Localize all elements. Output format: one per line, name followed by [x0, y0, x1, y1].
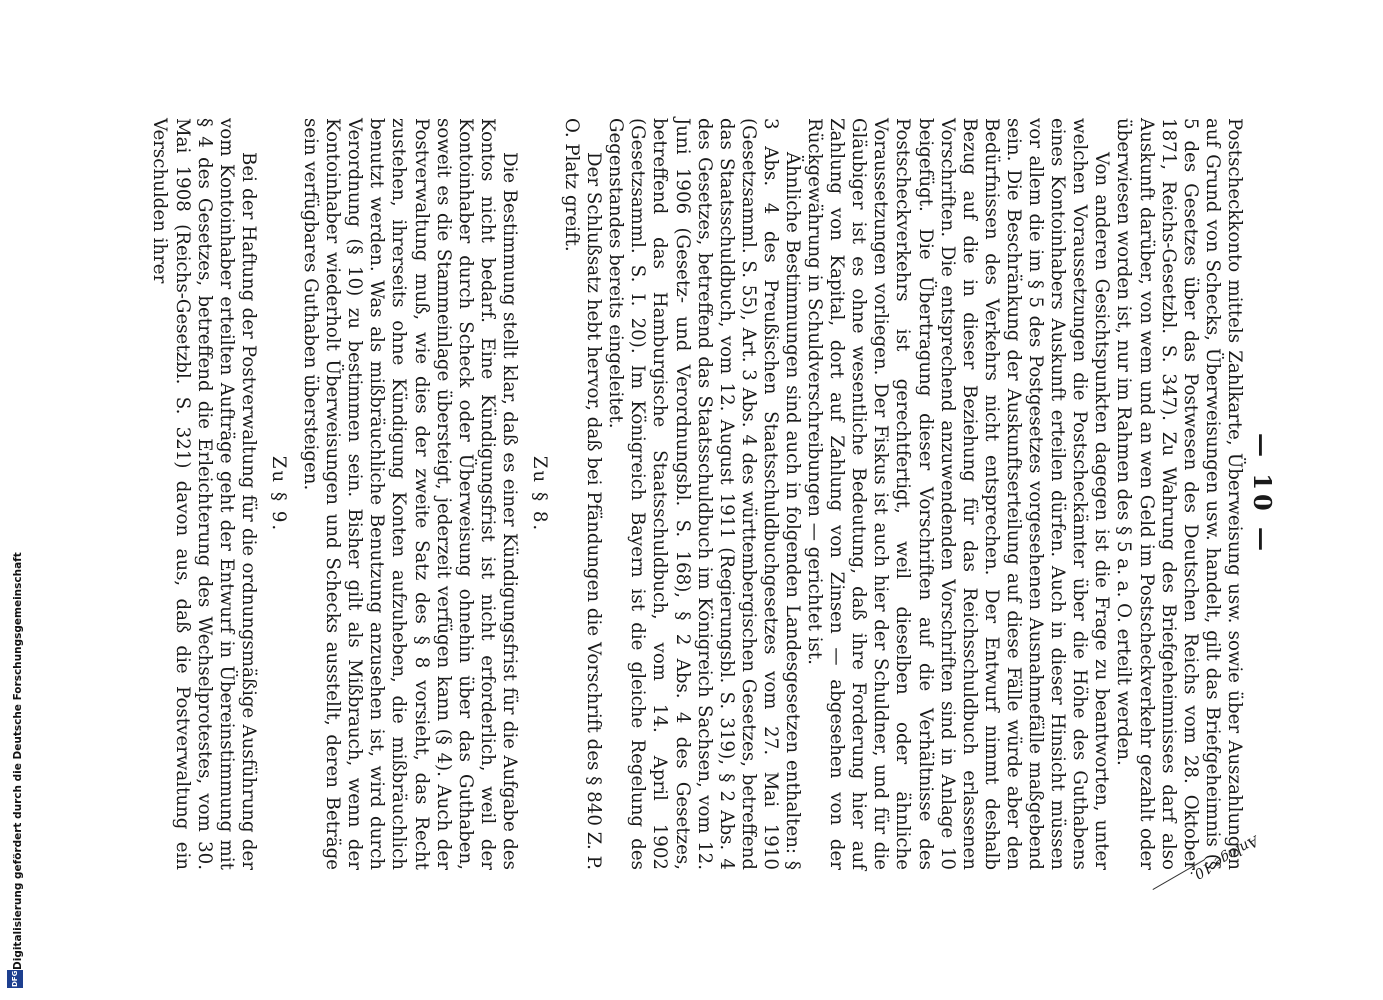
section-heading-9: Zu § 9.	[267, 455, 289, 533]
paragraph-section-9: Bei der Haftung der Postverwaltung für die ordnungsmäßige Ausführung der vom Kontoinhaber erteilten Aufträge geht der Entwurf in Übereinstimmung mit § 4 des Gesetzes, betreffend die Erleichterung des Wechselprotestes, vom 30. Mai 1908 (Reichs-Gesetzbl. S. 321) davon aus, daß die Postverwaltung ein Verschulden ihrer	[149, 118, 259, 870]
digitization-credit	[6, 552, 24, 992]
dfg-logo-icon: DFG	[7, 970, 23, 988]
paragraph: Ähnliche Bestimmungen sind auch in folgenden Landesgesetzen enthalten: § 3 Abs. 4 des Preußischen Staatsschuldbuchgesetzes vom 27. Mai 1910 (Gesetzsamml. S. 55), Art. 3 Abs. 4 des württembergischen Gesetzes, betreffend das Staatsschuldbuch, vom 12. August 1911 (Regierungsbl. S. 319), § 2 Abs. 4 des Gesetzes, betreffend das Staatsschuldbuch im Königreich Sachsen, vom 12. Juni 1906 (Gesetz- und Verordnungsbl. S. 168), § 2 Abs. 4 des Gesetzes, betreffend das Hamburgische Staatsschuldbuch, vom 14. April 1902 (Gesetzsamml. S. I. 20). Im Königreich Bayern ist die gleiche Regelung des Gegenstandes bereits eingeleitet.	[605, 118, 804, 870]
paragraph: Der Schlußsatz hebt hervor, daß bei Pfändungen die Vorschrift des § 840 Z. P. O. Platz greift.	[561, 118, 605, 870]
document-body	[148, 118, 1277, 870]
page-number: — 10 —	[1248, 432, 1277, 556]
paragraph: Von anderen Gesichtspunkten dagegen ist die Frage zu beantworten, unter welchen Voraussetzungen die Postscheckämter über die Höhe des Guthabens eines Kontoinhabers Auskunft erteilen dürfen. Auch in dieser Hinsicht müssen vor allem die im § 5 des Postgesetzes vorgesehenen Ausnahmefälle maßgebend sein. Die Beschränkung der Auskunftserteilung auf diese Fälle würde aber den Bedürfnissen des Verkehrs nicht entsprechen. Der Entwurf nimmt deshalb Bezug auf die in dieser Beziehung für das Reichsschuldbuch erlassenen Vorschriften. Die entsprechend anzuwendenden Vorschriften sind in Anlage 10 beigefügt. Die Übertragung dieser Vorschriften auf die Verhältnisse des Postscheckverkehrs ist gerechtfertigt, weil dieselben oder ähnliche Voraussetzungen vorliegen. Der Fiskus ist auch hier der Schuldner, und für die Gläubiger ist es ohne wesentliche Bedeutung, daß ihre Forderung hier auf Zahlung von Kapital, dort auf Zahlung von Zinsen — abgesehen von der Rückgewährung in Schuldverschreibungen — gerichtet ist.	[804, 118, 1113, 870]
paragraph-section-8: Die Bestimmung stellt klar, daß es einer Kündigungsfrist für die Aufgabe des Kontos nicht bedarf. Eine Kündigungsfrist ist nicht erforderlich, weil der Kontoinhaber durch Scheck oder Überweisung ohnehin über das Guthaben, soweit es die Stammeinlage übersteigt, jederzeit verfügen kann (§ 4). Auch der Postverwaltung muß, wie dies der zweite Satz des § 8 vorsieht, das Recht zustehen, ihrerseits ohne Kündigung Konten aufzuheben, die mißbräuchlich benutzt werden. Was als mißbräuchliche Benutzung anzusehen ist, wird durch Verordnung (§ 10) zu bestimmen sein. Bisher gilt als Mißbrauch, wenn der Kontoinhaber wiederholt Überweisungen und Schecks ausstellt, deren Beträge sein verfügbares Guthaben übersteigen.	[300, 118, 520, 870]
margin-note: Anlage 10.	[1187, 832, 1261, 884]
section-heading-8: Zu § 8.	[529, 455, 550, 533]
paragraph: Postscheckkonto mittels Zahlkarte, Überweisung usw. sowie über Auszahlungen auf Grund von Schecks, Überweisungen usw. handelt, gilt das Briefgeheimnis (§ 5 des Gesetzes über das Postwesen des Deutschen Reichs vom 28. Oktober 1871, Reichs-Gesetzbl. S. 347). Zu Wahrung des Briefgeheimnisses darf also Auskunft darüber, von wem und an wen Geld im Postscheckverkehr gezahlt oder überwiesen worden ist, nur im Rahmen des § 5 a. a. O. erteilt werden.	[1113, 118, 1245, 870]
credit-text: Digitalisierung gefördert durch die Deutsche Forschungsgemeinschaft	[12, 552, 24, 970]
